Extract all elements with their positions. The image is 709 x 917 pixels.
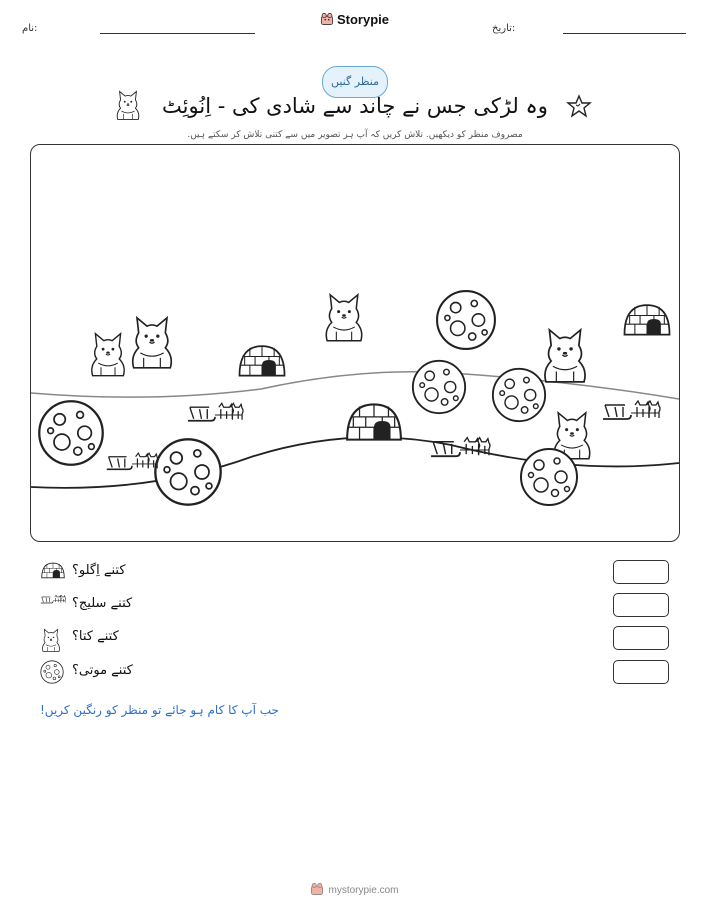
igloo-icon [347, 404, 401, 439]
dog-icon [326, 295, 361, 341]
busy-scene [30, 144, 680, 542]
moon-icon [437, 291, 495, 349]
sled-icon [107, 453, 158, 469]
question-row-sled [40, 593, 680, 619]
scene-count-badge: منظر گنیں [322, 66, 388, 98]
name-label: نام: [22, 23, 38, 34]
sled-icon [40, 593, 66, 619]
dog-mascot-icon [114, 88, 142, 122]
igloo-icon [624, 305, 669, 334]
brand-header [0, 12, 709, 29]
moon-icon [40, 660, 66, 686]
sled-icon [188, 403, 243, 420]
dog-icon [92, 334, 124, 376]
question-text: کتنے اِگلو؟ [72, 563, 126, 578]
footer-site[interactable]: mystorypie.com [328, 885, 399, 897]
question-row-igloo [40, 560, 680, 586]
moon-icon [413, 361, 465, 413]
date-line[interactable] [563, 33, 686, 34]
date-label: تاریخ: [492, 23, 516, 34]
question-text: کتنے سلیج؟ [72, 596, 133, 611]
moon-icon [521, 449, 577, 505]
answer-box-sled[interactable] [613, 593, 669, 617]
question-text: کتنے موتی؟ [72, 663, 133, 678]
question-row-dog [40, 626, 680, 652]
answer-box-dog[interactable] [613, 626, 669, 650]
sled-icon [603, 401, 660, 419]
footer [0, 882, 709, 899]
scene-illustration [31, 145, 679, 541]
igloo-icon [239, 346, 284, 375]
coloring-note: جب آپ کا کام ہو جائے تو منظر کو رنگین کریں! [40, 703, 279, 717]
dog-icon [133, 318, 172, 368]
igloo-icon [40, 560, 66, 586]
storypie-logo-icon [320, 12, 334, 29]
answer-box-moon[interactable] [613, 660, 669, 684]
question-text: کتنے کتا؟ [72, 629, 119, 644]
brand-name: Storypie [336, 12, 389, 27]
dog-icon [545, 330, 585, 382]
name-line[interactable] [100, 33, 255, 34]
instructions-text: مصروف منظر کو دیکھیں. تلاش کریں کہ آپ ہر تصویر میں سے کتنی تلاش کر سکتے ہیں. [187, 130, 523, 140]
page-title: وہ لڑکی جس نے چاند سے شادی کی - اِنُوئِٹ [162, 94, 548, 118]
dog-icon [40, 626, 66, 652]
star-icon [566, 94, 592, 118]
moon-icon [39, 401, 102, 464]
storypie-logo-icon [310, 882, 324, 899]
moon-icon [493, 369, 545, 421]
question-row-moon [40, 660, 680, 686]
moon-icon [155, 439, 220, 504]
answer-box-igloo[interactable] [613, 560, 669, 584]
